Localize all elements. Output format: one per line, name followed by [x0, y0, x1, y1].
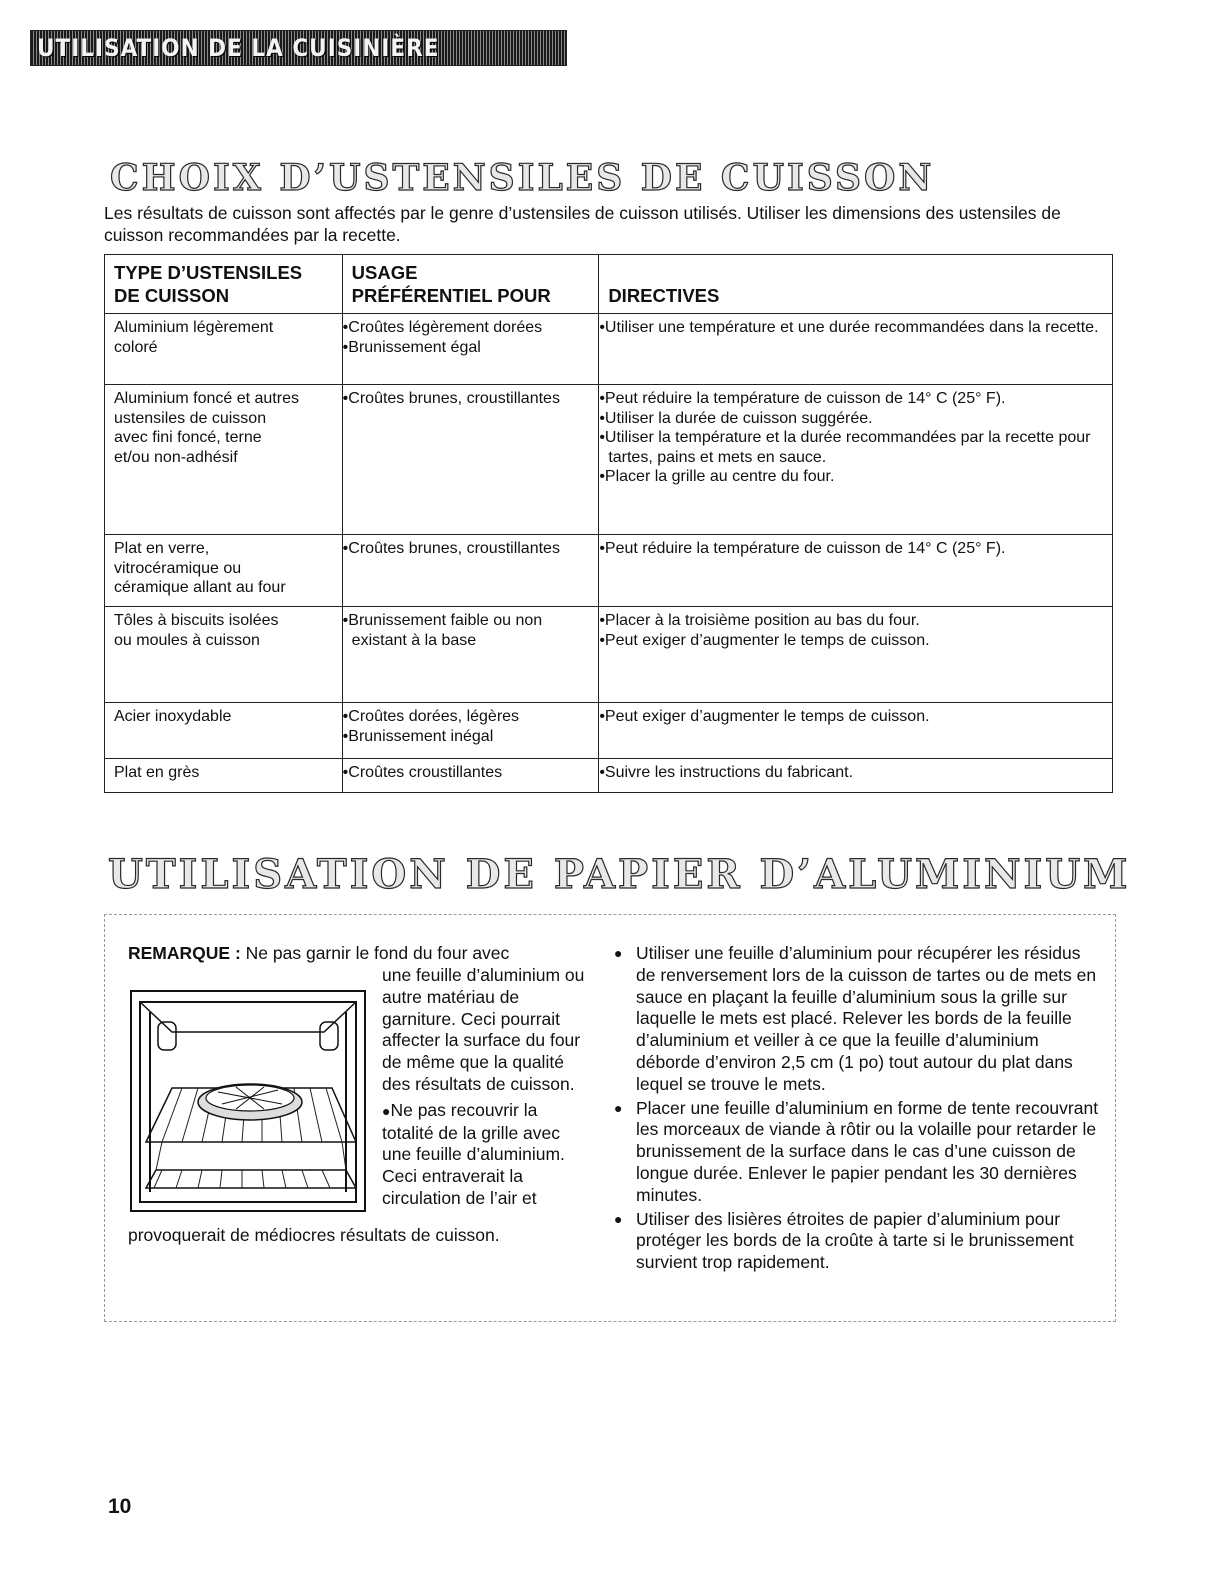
- cell-line: • Croûtes croustillantes: [352, 763, 599, 783]
- cell-line: Aluminium légèrement: [114, 319, 274, 336]
- table-row: [105, 535, 1113, 607]
- note-tail-text: provoquerait de médiocres résultats de cuisson.: [128, 1225, 500, 1245]
- header-usage-line2: PRÉFÉRENTIEL POUR: [351, 285, 551, 306]
- aluminium-tips-list: [614, 943, 1100, 1274]
- cell-line: • Peut réduire la température de cuisson de 14° C (25° F).: [608, 389, 1112, 409]
- cell-line: • Peut réduire la température de cuisson de 14° C (25° F).: [608, 539, 1112, 559]
- table-cell-type: [105, 535, 343, 607]
- cell-line: • Peut exiger d’augmenter le temps de cuisson.: [608, 707, 1112, 727]
- section-title-ustensiles: CHOIX D’USTENSILES DE CUISSON: [110, 157, 935, 199]
- cell-line: coloré: [114, 338, 158, 356]
- table-cell-usage: [342, 314, 599, 385]
- table-cell-directives: [599, 535, 1113, 607]
- cell-line: • Utiliser la durée de cuisson suggérée.: [608, 409, 1112, 429]
- table-cell-directives: [599, 385, 1113, 535]
- list-item: ● Placer une feuille d’aluminium en forme de tente recouvrant les morceaux de viande à rôtir ou la volaille pour retarder le brunissement de la surface dans le cas d’une cuisson de longue durée. Enlever le papier pendant les 30 dernières minutes.: [614, 1098, 1100, 1207]
- cell-line: ou moules à cuisson: [114, 631, 260, 649]
- cell-line: • Croûtes légèrement dorées: [352, 318, 599, 338]
- table-cell-directives: [599, 314, 1113, 385]
- cell-line: • Placer la grille au centre du four.: [608, 467, 1112, 487]
- cell-line: Aluminium foncé et autres: [114, 390, 299, 407]
- table-cell-usage: [342, 385, 599, 535]
- cell-line: • Suivre les instructions du fabricant.: [608, 763, 1112, 783]
- cell-line: ustensiles de cuisson: [114, 409, 267, 427]
- note-label: REMARQUE :: [128, 943, 241, 963]
- oven-illustration: [130, 990, 366, 1212]
- table-cell-type: [105, 385, 343, 535]
- note-lead-text: Ne pas garnir le fond du four avec: [245, 943, 510, 963]
- table-cell-type: [105, 314, 343, 385]
- cookware-table: [104, 254, 1113, 793]
- note-lead: [128, 943, 598, 965]
- banner-label: UTILISATION DE LA CUISINIÈRE: [37, 34, 440, 62]
- table-cell-usage: [342, 703, 599, 759]
- note-wrap1: une feuille d’aluminium ou autre matériau de garniture. Ceci pourrait affecter la surface du four de même que la qualité des résultats de cuisson.: [382, 965, 585, 1094]
- cell-line: vitrocéramique ou: [114, 559, 242, 577]
- oven-rack-icon: [132, 992, 364, 1210]
- header-type: [105, 255, 343, 314]
- list-item: ● Utiliser des lisières étroites de papier d’aluminium pour protéger les bords de la croûte à tarte si le brunissement survient trop rapidement.: [614, 1209, 1100, 1274]
- cell-line: • Croûtes brunes, croustillantes: [352, 389, 599, 409]
- table-row: [105, 314, 1113, 385]
- cell-line: • Croûtes brunes, croustillantes: [352, 539, 599, 559]
- note-wrap2: ● Ne pas recouvrir la totalité de la grille avec une feuille d’aluminium. Ceci entraverait la circulation de l’air et: [382, 1100, 592, 1210]
- table-cell-directives: [599, 607, 1113, 703]
- table-row: [105, 607, 1113, 703]
- table-cell-usage: [342, 535, 599, 607]
- cell-line: • Brunissement inégal: [352, 727, 599, 747]
- cell-line: • Utiliser une température et une durée recommandées dans la recette.: [608, 318, 1112, 338]
- cell-line: • Brunissement égal: [352, 338, 599, 358]
- cell-line: et/ou non-adhésif: [114, 448, 238, 466]
- cell-line: Acier inoxydable: [114, 708, 232, 725]
- list-item: ● Utiliser une feuille d’aluminium pour récupérer les résidus de renversement lors de la cuisson de tartes ou de mets en sauce en plaçant la feuille d’aluminium sous la grille sur laquelle le mets est placé. Relever les bords de la feuille d’aluminium et veiller à ce que la feuille d’aluminium déborde d’environ 2,5 cm (1 po) tout autour du plat dans lequel se trouve le mets.: [614, 943, 1100, 1096]
- cell-line: • Utiliser la température et la durée recommandées par la recette pour tartes, pains et mets en sauce.: [608, 428, 1112, 467]
- header-usage: [342, 255, 599, 314]
- table-header-row: [105, 255, 1113, 314]
- header-type-line2: DE CUISSON: [114, 285, 230, 306]
- section-title-aluminium: UTILISATION DE PAPIER D’ALUMINIUM: [108, 851, 1131, 898]
- cell-line: Plat en grès: [114, 764, 200, 781]
- cell-line: • Brunissement faible ou non existant à la base: [352, 611, 599, 650]
- cell-line: avec fini foncé, terne: [114, 429, 262, 446]
- intro-paragraph: Les résultats de cuisson sont affectés par le genre d’ustensiles de cuisson utilisés. Utiliser les dimensions des ustensiles de cuisson recommandées par la recette.: [104, 203, 1061, 245]
- cell-line: • Placer à la troisième position au bas du four.: [608, 611, 1112, 631]
- table-cell-type: [105, 703, 343, 759]
- cell-line: • Peut exiger d’augmenter le temps de cuisson.: [608, 631, 1112, 651]
- cell-line: • Croûtes dorées, légères: [352, 707, 599, 727]
- cell-line: Tôles à biscuits isolées: [114, 612, 279, 629]
- table-row: [105, 759, 1113, 793]
- page-number: 10: [108, 1495, 132, 1518]
- table-cell-directives: [599, 703, 1113, 759]
- cell-line: céramique allant au four: [114, 579, 286, 596]
- table-cell-usage: [342, 759, 599, 793]
- table-row: [105, 703, 1113, 759]
- header-usage-line1: USAGE: [351, 262, 418, 283]
- table-cell-directives: [599, 759, 1113, 793]
- table-cell-type: [105, 759, 343, 793]
- note-wrap-text: [382, 965, 592, 1210]
- cell-line: Plat en verre,: [114, 540, 210, 557]
- table-row: [105, 385, 1113, 535]
- header-directives: DIRECTIVES: [599, 255, 1113, 314]
- section-banner: [30, 30, 567, 66]
- table-cell-usage: [342, 607, 599, 703]
- header-type-line1: TYPE D’USTENSILES: [114, 262, 303, 283]
- table-cell-type: [105, 607, 343, 703]
